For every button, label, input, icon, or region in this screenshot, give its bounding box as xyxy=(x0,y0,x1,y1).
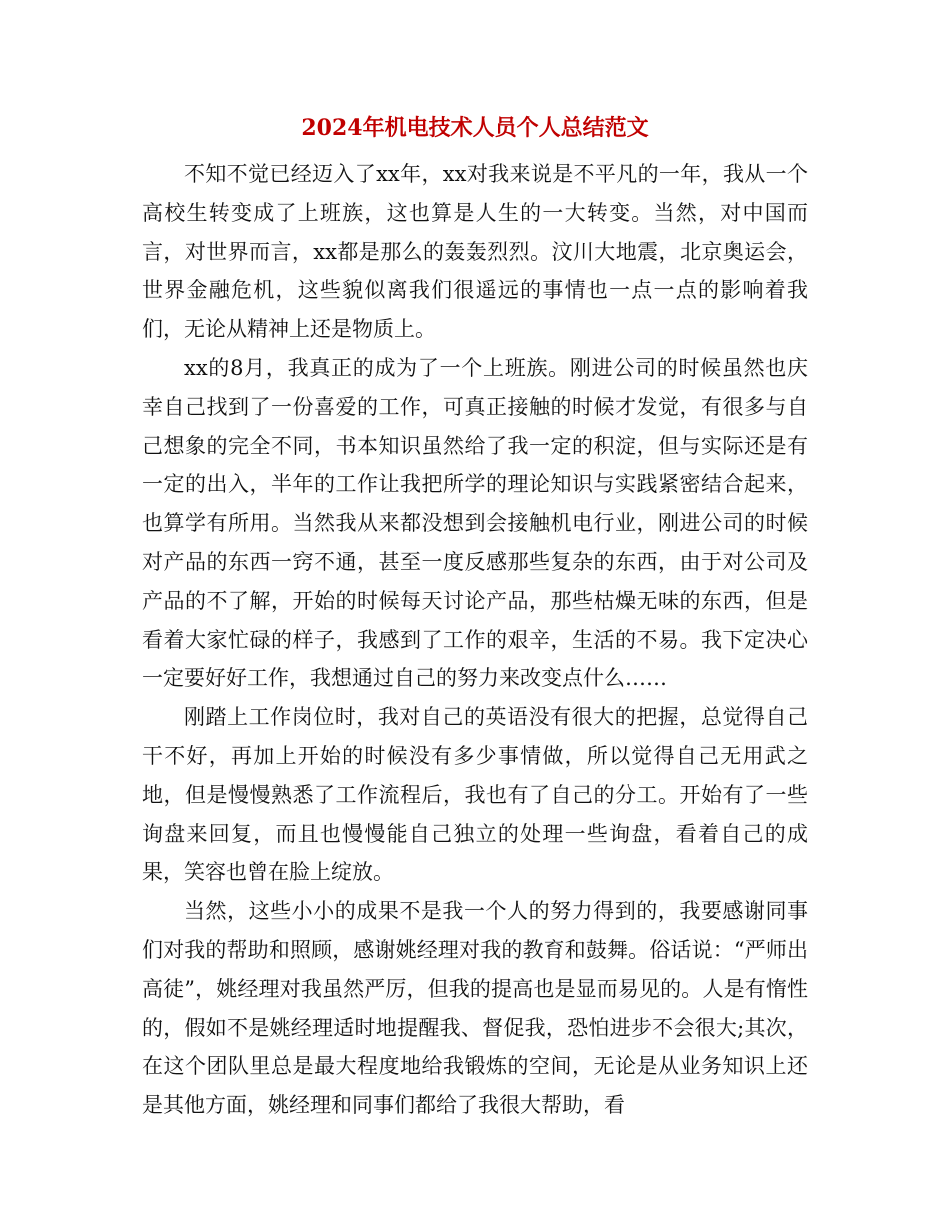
document-title: 2024年机电技术人员个人总结范文 xyxy=(301,115,649,141)
paragraph: 刚踏上工作岗位时，我对自己的英语没有很大的把握，总觉得自己干不好，再加上开始的时候没有多少事情做，所以觉得自己无用武之地，但是慢慢熟悉了工作流程后，我也有了自己的分工。开始有了一些询盘来回复，而且也慢慢能自己独立的处理一些询盘，看着自己的成果，笑容也曾在脸上绽放。 xyxy=(142,705,808,885)
paragraph: 不知不觉已经迈入了xx年，xx对我来说是不平凡的一年，我从一个高校生转变成了上班族，这也算是人生的一大转变。当然，对中国而言，对世界而言，xx都是那么的轰轰烈烈。汶川大地震，北京奥运会，世界金融危机，这些貌似离我们很遥远的事情也一点一点的影响着我们，无论从精神上还是物质上。 xyxy=(142,162,808,342)
paragraph: xx的8月，我真正的成为了一个上班族。刚进公司的时候虽然也庆幸自己找到了一份喜爱的工作，可真正接触的时候才发觉，有很多与自己想象的完全不同，书本知识虽然给了我一定的积淀，但与实际还是有一定的出入，半年的工作让我把所学的理论知识与实践紧密结合起来，也算学有所用。当然我从来都没想到会接触机电行业，刚进公司的时候对产品的东西一窍不通，甚至一度反感那些复杂的东西，由于对公司及产品的不了解，开始的时候每天讨论产品，那些枯燥无味的东西，但是看着大家忙碌的样子，我感到了工作的艰辛，生活的不易。我下定决心一定要好好工作，我想通过自己的努力来改变点什么…… xyxy=(142,355,808,691)
paragraph: 当然，这些小小的成果不是我一个人的努力得到的，我要感谢同事们对我的帮助和照顾，感谢姚经理对我的教育和鼓舞。俗话说：“严师出高徒”，姚经理对我虽然严厉，但我的提高也是显而易见的。人是有惰性的，假如不是姚经理适时地提醒我、督促我，恐怕进步不会很大;其次，在这个团队里总是最大程度地给我锻炼的空间，无论是从业务知识上还是其他方面，姚经理和同事们都给了我很大帮助，看 xyxy=(142,899,808,1118)
document-body xyxy=(142,155,808,1125)
